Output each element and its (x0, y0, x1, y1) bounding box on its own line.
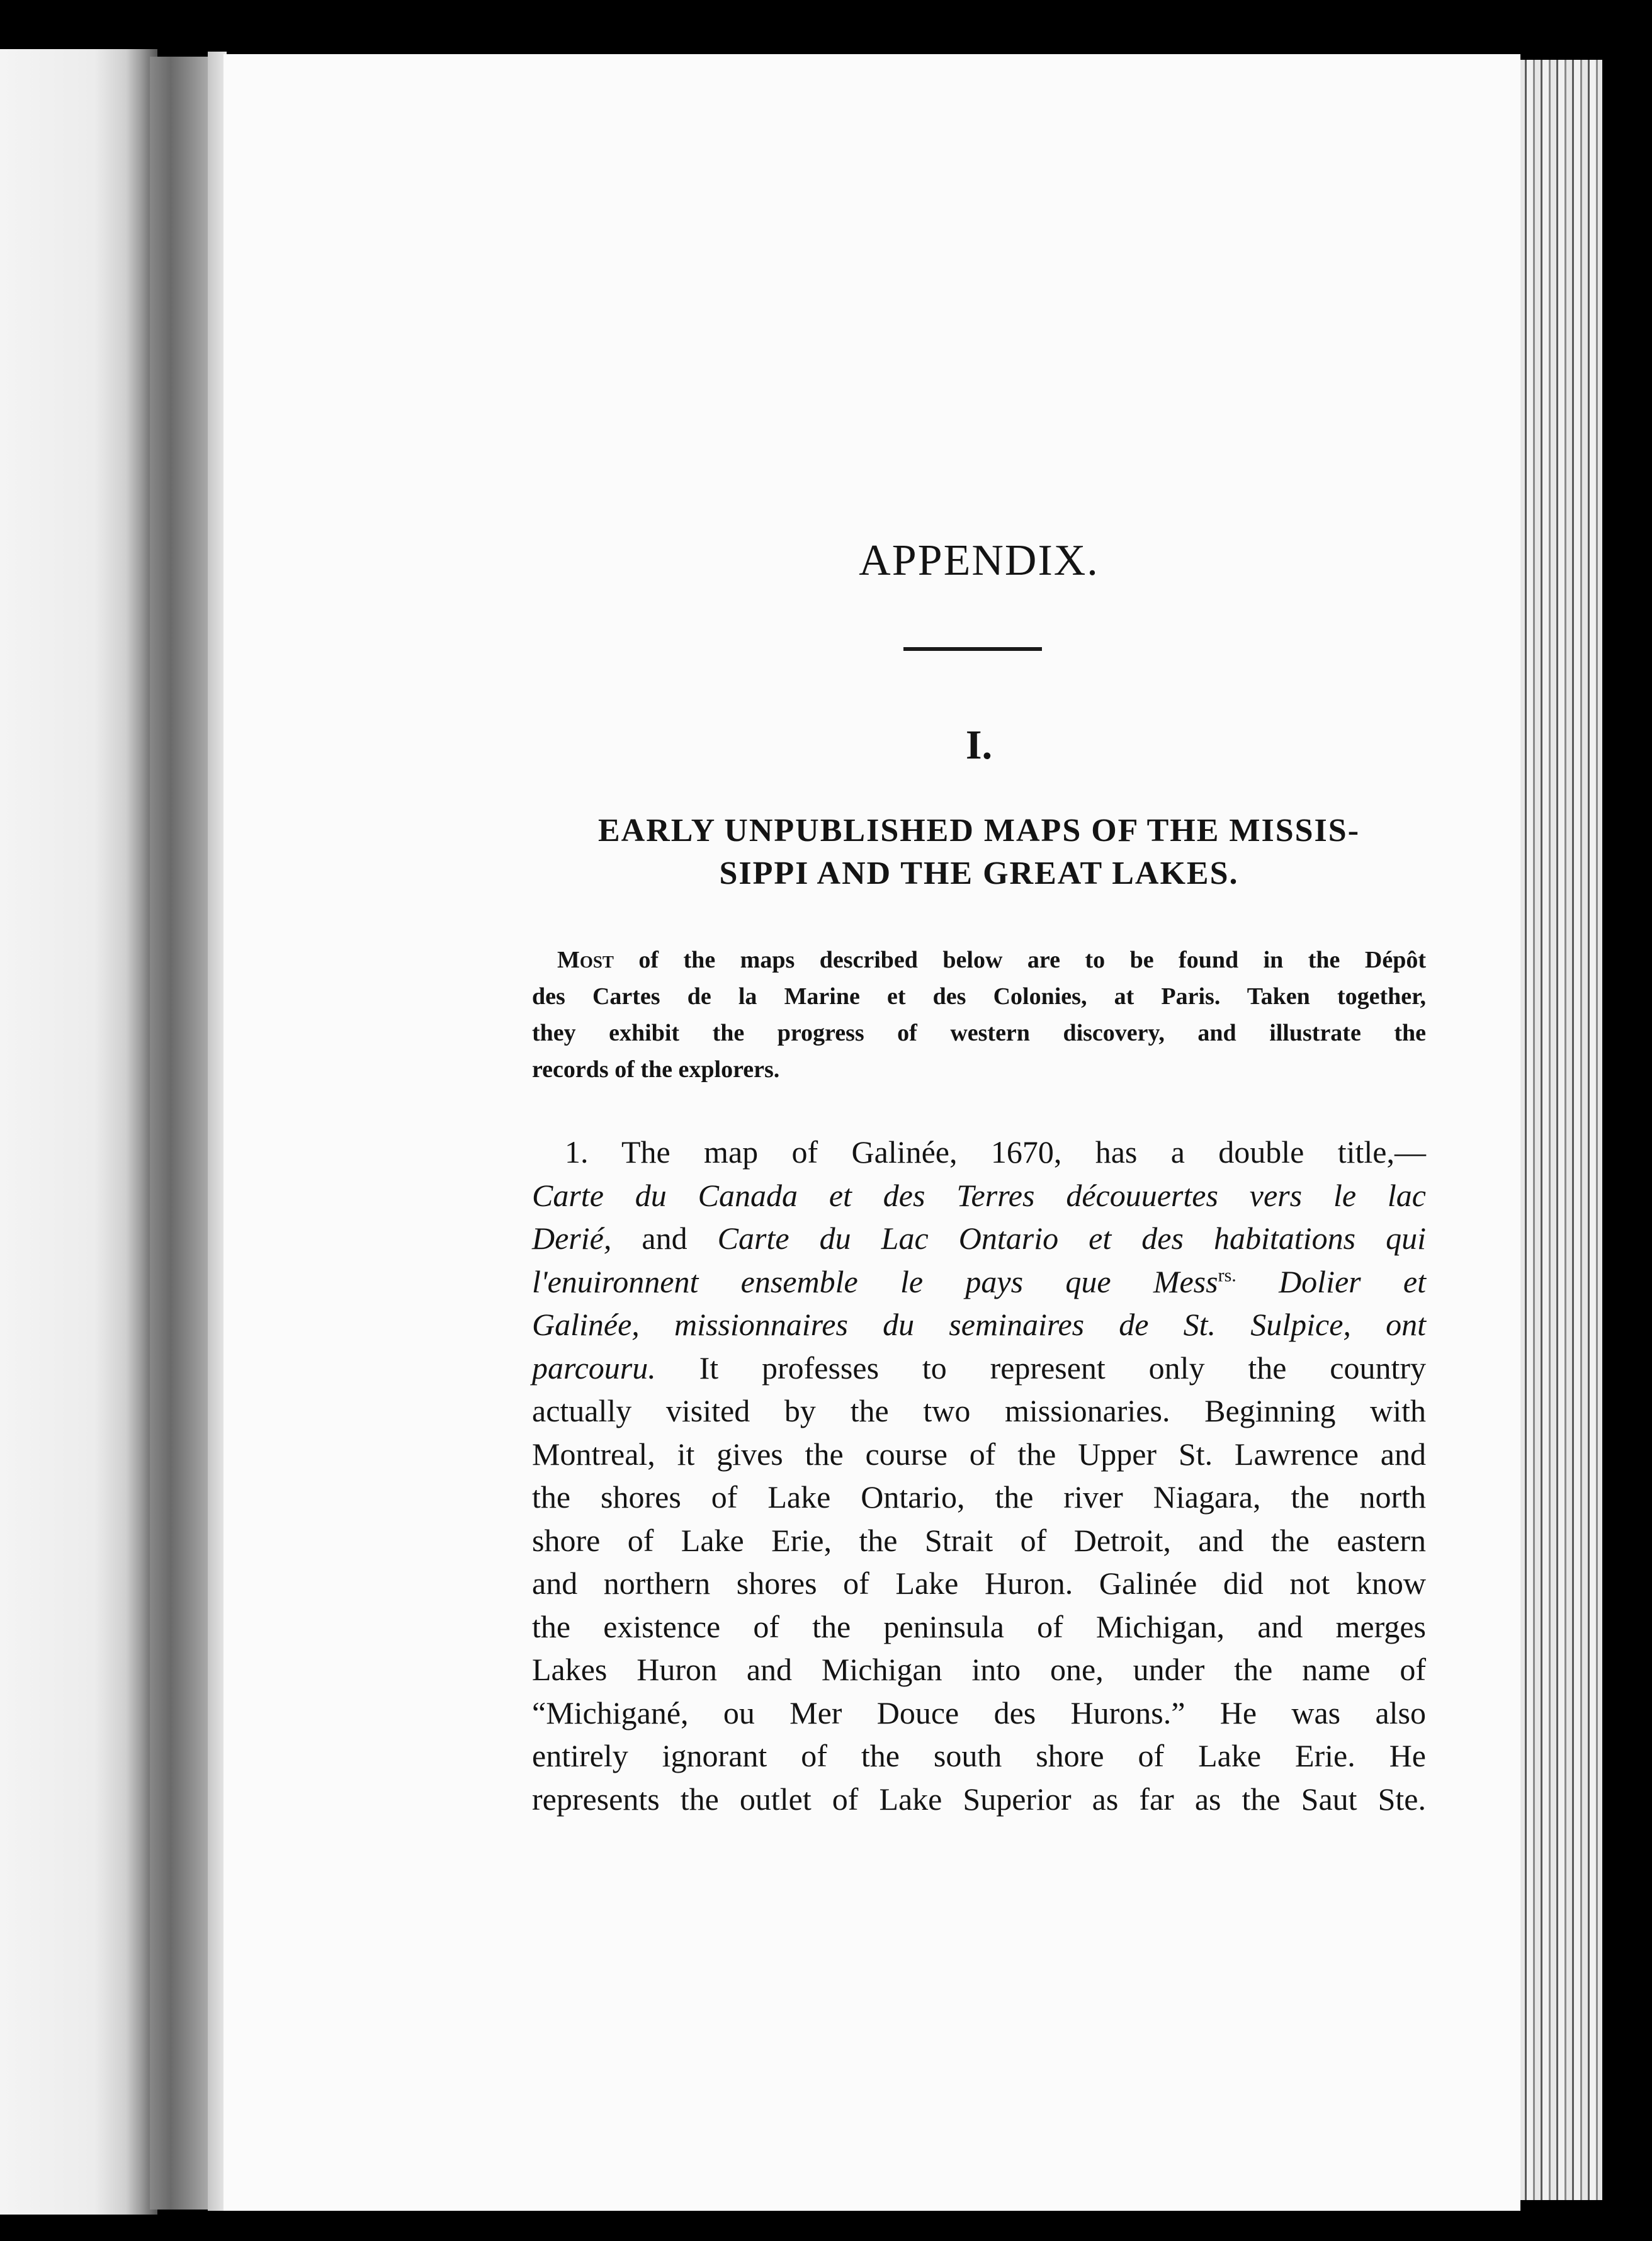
body-line-14: “Michigané, ou Mer Douce des Hurons.” He was also (532, 1695, 1426, 1730)
body-line-3-italic-a: Derié, (532, 1221, 612, 1256)
section-title-line-1: EARLY UNPUBLISHED MAPS OF THE MISSIS- (597, 813, 1361, 849)
section-number: I. (965, 722, 993, 768)
section-title-line-2: SIPPI AND THE GREAT LAKES. (719, 855, 1239, 891)
body-line-1: 1. The map of Galinée, 1670, has a double title,— (565, 1134, 1426, 1170)
body-line-4 (532, 1260, 1426, 1304)
body-line-5-italic: Galinée, missionnaires du seminaires de St. Sulpice, ont (532, 1307, 1426, 1342)
body-line-8: Montreal, it gives the course of the Upper St. Lawrence and (532, 1436, 1426, 1472)
intro-line-1 (532, 942, 1426, 978)
intro-line-1-text: of the maps described below are to be found in the Dépôt (613, 947, 1426, 973)
body-line-5 (532, 1303, 1426, 1346)
body-line-2 (532, 1174, 1426, 1217)
body-line-16: represents the outlet of Lake Superior as far as the Saut Ste. (532, 1781, 1426, 1817)
section-title (532, 810, 1426, 895)
body-line-12: the existence of the peninsula of Michigan, and merges (532, 1608, 1426, 1644)
body-line-3-plain: and (611, 1221, 718, 1256)
previous-page-edge (0, 49, 157, 2215)
body-line-4-sup: rs. (1218, 1264, 1236, 1285)
body-line-6-plain: It professes to represent only the country (655, 1350, 1426, 1386)
body-line-15: entirely ignorant of the south shore of Lake Erie. He (532, 1738, 1426, 1773)
body-line-2-italic: Carte du Canada et des Terres découuertes vers le lac (532, 1177, 1426, 1213)
stacked-page-edges (1511, 60, 1605, 2200)
book-page (223, 54, 1520, 2211)
body-line-6-italic: parcouru. (532, 1350, 656, 1386)
body-line-9: the shores of Lake Ontario, the river Niagara, the north (532, 1479, 1426, 1515)
body-line-6 (532, 1346, 1426, 1390)
body-line-3 (532, 1217, 1426, 1260)
body-line-4-italic-a: l'enuironnent ensemble le pays que Mess (532, 1263, 1218, 1299)
appendix-heading: APPENDIX. (859, 536, 1099, 585)
body-line-11: and northern shores of Lake Huron. Galinée did not know (532, 1566, 1426, 1601)
scan-border-right (1602, 60, 1652, 2200)
body-line-3-italic-b: Carte du Lac Ontario et des habitations qui (717, 1221, 1426, 1256)
body-line-10: shore of Lake Erie, the Strait of Detroit, and the eastern (532, 1522, 1426, 1558)
intro-line-3: they exhibit the progress of western discovery, and illustrate the (532, 1020, 1426, 1046)
heading-rule (903, 647, 1042, 651)
intro-paragraph (532, 942, 1426, 1088)
body-line-7: actually visited by the two missionaries. Beginning with (532, 1393, 1426, 1428)
body-line-4-italic-b: Dolier et (1236, 1263, 1426, 1299)
intro-line-4: records of the explorers. (532, 1056, 780, 1083)
intro-line-2: des Cartes de la Marine et des Colonies, at Paris. Taken together, (532, 983, 1426, 1010)
intro-lead-word: Most (557, 947, 614, 973)
body-line-13: Lakes Huron and Michigan into one, under the name of (532, 1652, 1426, 1687)
body-paragraph (532, 1131, 1426, 1820)
